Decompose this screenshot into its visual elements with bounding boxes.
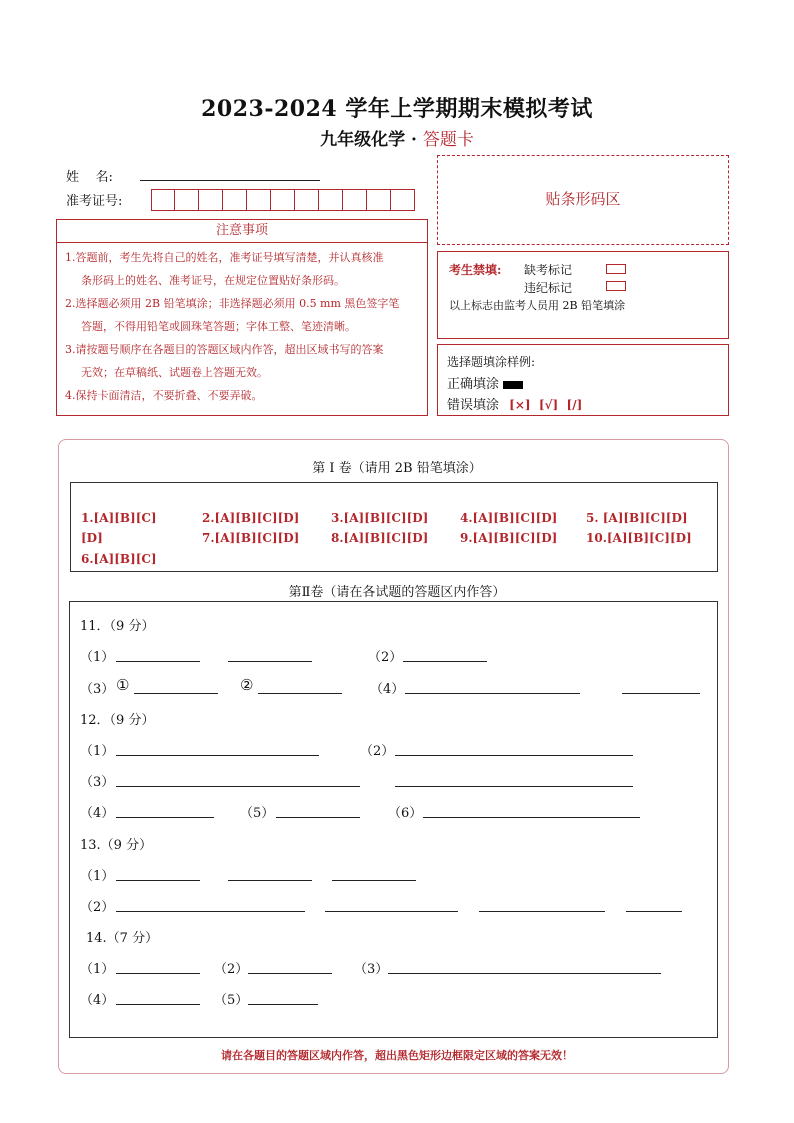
q14-p5-label: （5） — [214, 993, 249, 1008]
note-item: 4.保持卡面清洁，不要折叠、不要弄破。 — [65, 389, 263, 402]
barcode-area — [437, 155, 729, 245]
answer-line[interactable] — [116, 742, 319, 756]
answer-line[interactable] — [332, 867, 416, 881]
q11-p1-label: （1） — [80, 650, 115, 665]
q14-p1-label: （1） — [80, 962, 115, 977]
subtitle-card: 答题卡 — [422, 130, 474, 150]
q14-p2-label: （2） — [214, 962, 249, 977]
answer-line[interactable] — [248, 991, 318, 1005]
id-digit-box[interactable] — [151, 189, 175, 211]
violation-label: 违纪标记 — [524, 281, 573, 295]
prohibit-box — [437, 251, 729, 339]
choice-q8[interactable]: 8.[A][B][C][D] — [331, 531, 429, 545]
answer-line[interactable] — [116, 898, 305, 912]
id-digit-box[interactable] — [223, 189, 247, 211]
page-subtitle — [0, 125, 794, 150]
q11-p3-label: （3） — [80, 682, 115, 697]
id-digit-box[interactable] — [271, 189, 295, 211]
choice-q5[interactable]: 5. [A][B][C][D] — [586, 511, 688, 525]
absent-label: 缺考标记 — [524, 263, 573, 277]
id-label: 准考证号: — [66, 194, 123, 209]
q13-p2-label: （2） — [80, 900, 115, 915]
answer-line[interactable] — [395, 742, 633, 756]
note-item: 2.选择题必须用 2B 铅笔填涂；非选择题必须用 0.5 mm 黑色签字笔 — [65, 297, 400, 310]
q12-p6-label: （6） — [388, 806, 423, 821]
answer-line[interactable] — [258, 680, 342, 694]
q14-p3-label: （3） — [354, 962, 389, 977]
q12-title: 12．（9 分） — [80, 713, 155, 728]
q11-title: 11．（9 分） — [80, 619, 155, 634]
absent-mark[interactable] — [606, 264, 626, 274]
filled-bubble-icon — [503, 381, 523, 389]
q11-p2-label: （2） — [368, 650, 403, 665]
answer-line[interactable] — [116, 960, 200, 974]
id-digit-box[interactable] — [319, 189, 343, 211]
answer-line[interactable] — [134, 680, 218, 694]
q13-title: 13.（9 分） — [80, 838, 153, 853]
answer-line[interactable] — [116, 867, 200, 881]
answer-line[interactable] — [116, 773, 360, 787]
footer-warning: 请在各题目的答题区域内作答，超出黑色矩形边框限定区域的答案无效！ — [221, 1049, 573, 1062]
answer-line[interactable] — [325, 898, 458, 912]
id-number-boxes[interactable] — [151, 189, 415, 211]
subtitle-subject: 九年级化学 · — [320, 130, 417, 150]
wrong-marks: [×] [√] [/] — [509, 398, 583, 412]
id-digit-box[interactable] — [175, 189, 199, 211]
note-item-cont: 无效；在草稿纸、试题卷上答题无效。 — [81, 366, 268, 379]
name-label: 姓 名: — [66, 170, 113, 185]
q14-title: 14.（7 分） — [86, 931, 159, 946]
answer-line[interactable] — [403, 648, 487, 662]
answer-line[interactable] — [622, 680, 700, 694]
choice-q3[interactable]: 3.[A][B][C][D] — [331, 511, 429, 525]
circle-1: ① — [116, 676, 130, 694]
choice-q9[interactable]: 9.[A][B][C][D] — [460, 531, 558, 545]
answer-line[interactable] — [395, 773, 633, 787]
answer-line[interactable] — [228, 648, 312, 662]
answer-line[interactable] — [248, 960, 332, 974]
sample-correct: 正确填涂 — [447, 373, 523, 392]
q12-p3-label: （3） — [80, 775, 115, 790]
answer-line[interactable] — [626, 898, 682, 912]
part1-title: 第 I 卷（请用 2B 铅笔填涂） — [312, 461, 482, 476]
part2-box — [69, 601, 718, 1038]
q12-p2-label: （2） — [360, 744, 395, 759]
q12-p1-label: （1） — [80, 744, 115, 759]
circle-2: ② — [240, 676, 254, 694]
choice-q6[interactable]: 6.[A][B][C] — [81, 552, 157, 566]
part2-title: 第Ⅱ卷（请在各试题的答题区内作答） — [288, 585, 506, 600]
id-digit-box[interactable] — [391, 189, 415, 211]
q12-p4-label: （4） — [80, 806, 115, 821]
barcode-label: 贴条形码区 — [545, 190, 621, 208]
notes-box — [56, 219, 428, 416]
notes-title: 注意事项 — [57, 220, 427, 243]
prohibit-note: 以上标志由监考人员用 2B 铅笔填涂 — [449, 299, 626, 312]
part1-box — [70, 482, 718, 572]
answer-line[interactable] — [116, 804, 214, 818]
choice-q10[interactable]: 10.[A][B][C][D] — [586, 531, 692, 545]
choice-q2[interactable]: 2.[A][B][C][D] — [202, 511, 300, 525]
choice-q4[interactable]: 4.[A][B][C][D] — [460, 511, 558, 525]
choice-q1-cont[interactable]: [D] — [81, 531, 103, 545]
note-item-cont: 条形码上的姓名、准考证号，在规定位置贴好条形码。 — [81, 274, 345, 287]
id-digit-box[interactable] — [247, 189, 271, 211]
answer-line[interactable] — [423, 804, 640, 818]
sample-title: 选择题填涂样例: — [447, 355, 536, 369]
note-item-cont: 答题，不得用铅笔或圆珠笔答题；字体工整、笔迹清晰。 — [81, 320, 356, 333]
page-title: 2023-2024 学年上学期期末模拟考试 — [201, 96, 593, 122]
answer-line[interactable] — [388, 960, 661, 974]
id-digit-box[interactable] — [343, 189, 367, 211]
prohibit-label: 考生禁填: — [449, 263, 502, 277]
sample-wrong: 错误填涂 [×] [√] [/] — [447, 398, 583, 413]
answer-line[interactable] — [116, 648, 200, 662]
q13-p1-label: （1） — [80, 869, 115, 884]
name-field[interactable] — [140, 166, 320, 181]
sample-box — [437, 344, 729, 416]
q11-p4-label: （4） — [370, 682, 405, 697]
note-item: 3.请按题号顺序在各题目的答题区域内作答，超出区域书写的答案 — [65, 343, 384, 356]
answer-line[interactable] — [405, 680, 580, 694]
id-digit-box[interactable] — [199, 189, 223, 211]
answer-line[interactable] — [228, 867, 312, 881]
q12-p5-label: （5） — [240, 806, 275, 821]
choice-q1[interactable]: 1.[A][B][C] — [81, 511, 157, 525]
violation-mark[interactable] — [606, 281, 626, 291]
answer-line[interactable] — [276, 804, 360, 818]
note-item: 1.答题前，考生先将自己的姓名，准考证号填写清楚，并认真核准 — [65, 251, 384, 264]
answer-line[interactable] — [116, 991, 200, 1005]
choice-q7[interactable]: 7.[A][B][C][D] — [202, 531, 300, 545]
answer-line[interactable] — [479, 898, 605, 912]
id-digit-box[interactable] — [295, 189, 319, 211]
id-digit-box[interactable] — [367, 189, 391, 211]
q14-p4-label: （4） — [80, 993, 115, 1008]
